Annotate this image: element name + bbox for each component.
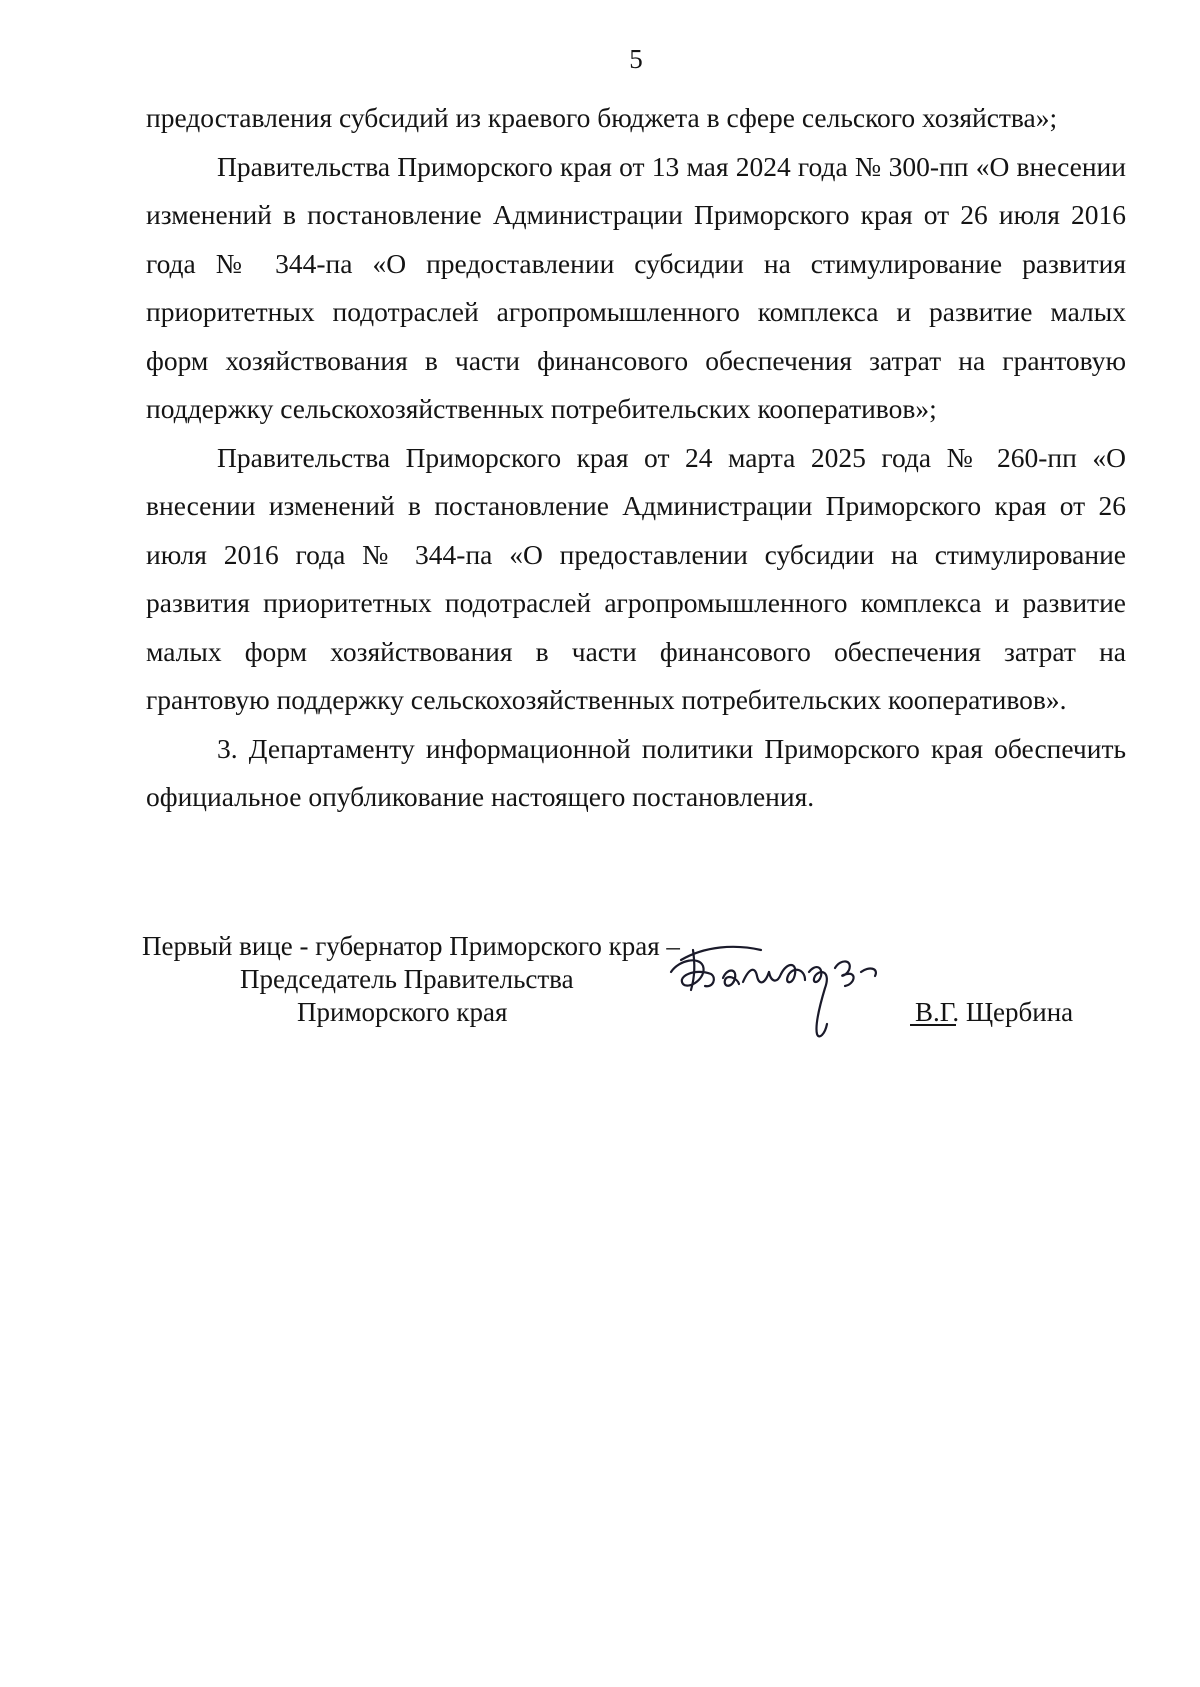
signature-block	[142, 930, 1122, 1050]
signatory-position-line-2: Председатель Правительства	[240, 964, 574, 994]
handwritten-signature-icon	[665, 938, 915, 1048]
signatory-position-line-3: Приморского края	[297, 997, 508, 1027]
signatory-name: В.Г. Щербина	[915, 997, 1074, 1027]
signatory-position-line-1: Первый вице - губернатор Приморского края –	[142, 931, 680, 961]
page-number: 5	[629, 44, 643, 74]
document-body	[146, 94, 1126, 822]
paragraph-4: 3. Департаменту информационной политики Приморского края обеспечить официальное опубликование настоящего постановления.	[146, 732, 1126, 812]
paragraph-3: Правительства Приморского края от 24 марта 2025 года № 260-пп «О внесении изменений в постановление Администрации Приморского края от 26 июля 2016 года № 344-па «О предоставлении субсидии на стимулирование развития приоритетных подотраслей агропромышленного комплекса и развитие малых форм хозяйствования в части финансового обеспечения затрат на грантовую поддержку сельскохозяйственных потребительских кооперативов».	[146, 441, 1126, 715]
paragraph-1: предоставления субсидий из краевого бюджета в сфере сельского хозяйства»;	[146, 102, 1058, 133]
paragraph-2: Правительства Приморского края от 13 мая 2024 года № 300-пп «О внесении изменений в постановление Администрации Приморского края от 26 июля 2016 года № 344-па «О предоставлении субсидии на стимулирование развития приоритетных подотраслей агропромышленного комплекса и развитие малых форм хозяйствования в части финансового обеспечения затрат на грантовую поддержку сельскохозяйственных потребительских кооперативов»;	[146, 150, 1126, 424]
